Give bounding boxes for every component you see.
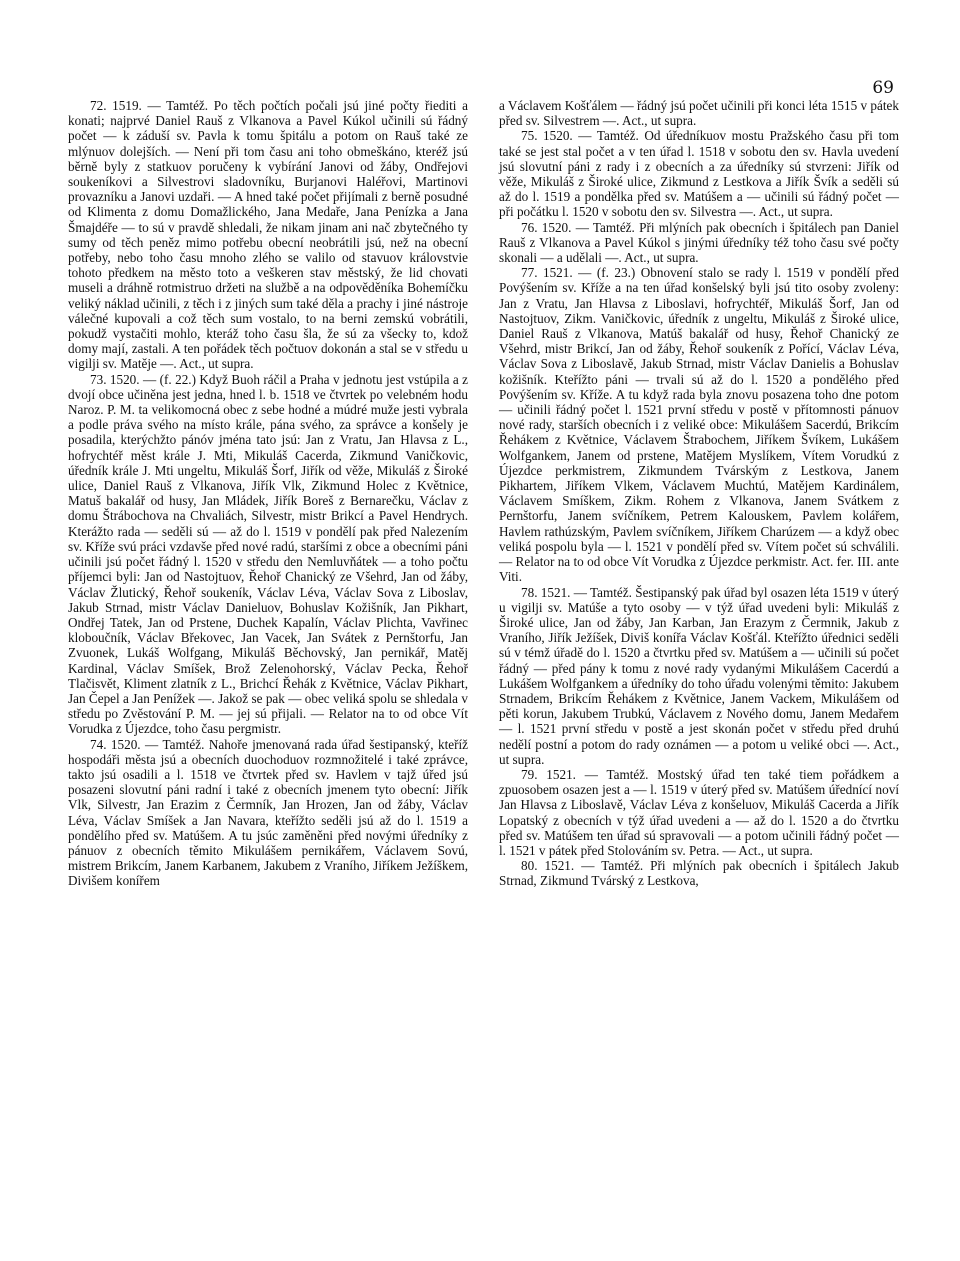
entry-72: 72. 1519. — Tamtéž. Po těch počtích počali jsú jiné počty řiediti a konati; najprvé Daniel Rauš z Vlkanova a Pavel Kúkol učinili sú řádný počet — k záduší sv. Pavla k tomu špitálu a potom on Rauš také ze mlýnuov dolejších. — Není při tom času ani toho obmeškáno, kteréž jsú běrně byly z statkuov poručeny k vybírání Janovi od žáby, Ondřejovi soukeníkovi a Silvestrovi sladovníku, Burjanovi Haléřovi, Martinovi provazníku a Janovi uzdaři. — A hned také počet přijímali z berně posudné od Klimenta z domu Domažlického, Jana Medaře, Jana Penízka a Jana Šmajdéře — to sú v pravdě shledali, že nikam jinam ani nač zbytečného ty sumy od těch peněz mimo potřebu obecní neobrátili jsú, než na obecní potřeby, nebo toho času mnoho zlého se valilo od stavuov královstvie tohoto předkem na město toto a veškeren stav městský, že lid chovati museli a dráhně rotmistruo držeti na službě a na odpověděníka Bohemíčku veliký náklad učinili, z těch i z jiných sum také děla a prachy i jiné nástroje válečné kupovali a což těch sum vostalo, to na berni zemskú vobrátili, pokudž vystačiti mohlo, kteráž toho času šla, že sú za všecky to, kdož domy mají, zastali. A ten pořádek těch počtuov dokonán a stal se v středu u vigilji sv. Matěje —. Act., ut supra. [68,98,468,372]
entry-74: 74. 1520. — Tamtéž. Nahoře jmenovaná rada úřad šestipanský, kteříž hospodáři města jsú a obecních duochoduov rozmnožitelé i také zprávce, takto jsú osadili a l. 1518 ve čtvrtek před sv. Havlem v tajž úřed jsú posazeni slovutní páni radní i také z obecních jmenem tyto obecní: Jiřík Vlk, Silvestr, Jan Erazim z Čermník, Jan Hrozen, Jan od žáby, Václav Léva, Václav Smíšek a Jan Navara, kteřížto seděli jsú až do l. 1519 a pondělího před sv. Matúšem. A tu jsúc zaměněni před novými úředníky z pánuov z obecních těmito Mikulášem pernikářem, Václavem Sovú, mistrem Brikcím, Janem Karbanem, Jakubem z Vraního, Jiříkem Ježíškem, Divišem konířem [68,736,468,889]
entry-79: 79. 1521. — Tamtéž. Mostský úřad ten také tiem pořádkem a zpuosobem osazen jest a — l. 1519 v úterý před sv. Matúšem úřednící noví Jan Hlavsa z Liboslavě, Václav Léva z konšeluov, Mikuláš Cacerda a Jiřík Lopatský z obecních v týž úřad uvedeni a — až do l. 1520 a do čtvrtku před sv. Matúšem ten úřad sú spravovali — a potom učinili řádný počet — l. 1521 v pátek před Stolováním sv. Petra. — Act., ut supra. [499,766,899,858]
entry-80: 80. 1521. — Tamtéž. Při mlýních pak obecních i špitálech Jakub Strnad, Zikmund Tvárský z Lestkova, [499,858,899,889]
entry-74-continuation: a Václavem Košťálem — řádný jsú počet učinili při konci léta 1515 v pátek před sv. Silvestrem —. Act., ut supra. [499,98,899,129]
page-number: 69 [872,78,894,98]
entry-77: 77. 1521. — (f. 23.) Obnovení stalo se rady l. 1519 v pondělí před Povýšením sv. Kříže a na ten úřad konšelský byli jsú tito osoby zvoleny: Jan z Vratu, Jan Hlavsa z Liboslavi, hofrychtéř, Mikuláš Šorf, Jan od Nastojtuov, Zikm. Vaničkovic, úředník z ungeltu, Mikuláš z Široké ulice, Daniel Rauš z Vlkanova, Matúš bakalář od husy, Řehoř Chanický ze Všehrd, mistr Brikcí, Jan od žáby, Řehoř soukeník z Pořící, Václav Léva, Václav Sova z Liboslavě, Jakub Strnad, mistr Václav Danielis a Bohuslav kožišník. Kteřížto páni — trvali sú až do l. 1520 a pondělého před Povýšením sv. Kříže. A tu když rada byla znovu posazena toho dne potom — učinili řádný počet l. 1521 první středu v postě v přítomnosti pánuov nové rady, starších obecních i z veliké obce: Mikulášem Sacerdú, Brikcím Řehákem z Květnice, Václavem Štrabochem, Jiříkem Švíkem, Lukášem Wolfgankem, Janem od prstene, Matějem Myslíkem, Vítem Vorudkú z Újezdce perkmistrem, Zikmundem Tvárským z Lestkova, Janem Pikhartem, Jiříkem Vlkem, Václavem Muchtú, Matějem Kardinálem, Václavem Smíškem, Zikm. Rohem z Vlkanova, Janem Svátkem z Pernštorfu, Janem svíčníkem, Petrem Kalouskem, Pavlem kolářem, Havlem rathúzským, Pavlem svíčníkem, Jiříkem Charúzem — a když obec veliká pospolu byla — l. 1521 v pondělí před sv. Vítem počet sú schválili. — Relator na to od obce Vít Vorudka z Újezdce perkmistr. Act. fer. III. ante Viti. [499,265,899,585]
entry-78: 78. 1521. — Tamtéž. Šestipanský pak úřad byl osazen léta 1519 v úterý u vigilji sv. Matúše a tyto osoby — v týž úřad uvedeni byli: Mikuláš z Široké ulice, Jan od žáby, Jan Karban, Jan Erazym z Čermnik, Jakub z Vraního, Jiřík Ježíšek, Diviš konířa Václav Košťál. Kteřížto úřednici seděli sú v témž úřadě do l. 1520 a čtvrtku před sv. Matúšem a — učinili sú počet řádný — před pány k tomu z nové rady vydanými Mikulášem Cacerdú a Lukášem Wolfgankem a úředníky do toho úřadu volenými těmito: Jakubem Strnadem, Brikcím Řehákem z Květnice, Janem Vackem, Mikulášem od pěti korun, Jakubem Trubkú, Václavem z Nového domu, Janem Medařem — l. 1521 první středu v postě a jest skonán počet v středu před druhú nedělí postní a potom do rady oznámen — a potom u veliké obci —. Act., ut supra. [499,584,899,767]
left-column [68,98,468,889]
entry-75: 75. 1520. — Tamtéž. Od úředníkuov mostu Pražského času při tom také se jest stal počet a v ten úřad l. 1518 v sobotu den sv. Havla uvedení jsú slovutní páni z rady i z obecních a za úředníky sú stvrzeni: Jiřík od věže, Mikuláš z Široké ulice, Zikmund z Lestkova a Jiřík Švík a seděli sú až do l. 1519 a pondělka před sv. Matúšem a — učinili sú řádný počet — při počátku l. 1520 v sobotu den sv. Silvestra —. Act., ut supra. [499,128,899,220]
entry-76: 76. 1520. — Tamtéž. Při mlýních pak obecních i špitálech pan Daniel Rauš z Vlkanova a Pavel Kúkol s jinými úředníky též toho času své počty skonali — a udělali —. Act., ut supra. [499,219,899,266]
right-column [499,98,899,889]
entry-73: 73. 1520. — (f. 22.) Když Buoh ráčil a Praha v jednotu jest vstúpila a z dvojí obce učiněna jest jedna, hned l. b. 1518 ve čtvrtek po velebném hodu Naroz. P. M. ta velikomocná obec z sebe hodné a múdré muže jesti vybrala a podle práva svého na místo krále, pána svého, za správce a konšely je posadila, kterýchžto pánóv jména tato jsú: Jan z Vratu, Jan Hlavsa z L., hofrychtéř měst krále J. Mti, Mikuláš Cacerda, Zikmund Vaničkovic, úředník krále J. Mti ungeltu, Mikuláš Šorf, Jiřík od věže, Mikuláš z Široké ulice, Daniel Rauš z Vlkanova, Jiřík Vlk, Zikmund Holec z Květnice, Matuš bakalář od husy, Jan Mládek, Jiřík Boreš z Bernarečku, Václav z domu Štrábochova na Chvaliách, Silvestr, mistr Brikcí a Pavel Hendrych. Kterážto rada — seděli sú — až do l. 1519 v pondělí pak před Nalezením sv. Kříže svú práci vzdavše před nové radú, staršími z obce a obecními páni učinili jsú počet řádný l. 1520 v středu den Nemluvňátek — a toho počtu příjemci byli: Jan od Nastojtuov, Řehoř Chanický ze Všehrd, Jan od žáby, Václav Žlutický, Řehoř soukeník, Václav Léva, Václav Sova z Liboslav, Jakub Strnad, mistr Václav Danieluov, Bohuslav Kožišník, Jan Pikhart, Ondřej Tatek, Jan od Prstene, Duchek Kapalín, Václav Plichta, Vavřinec kloboučník, Václav Břekovec, Jan Vacek, Jan Svátek z Pernštorfu, Jan Zvuonek, Lukáš Wolfgang, Mikuláš Běchovský, Jan pernikář, Matěj Kardinal, Václav Smíšek, Brož Zelenohorský, Václav Pecka, Řehoř Tlačisvět, Kliment zlatník z L., Brichcí Řehák z Květnice, Václav Pikhart, Jan Čepel a Jan Penížek —. Jakož se pak — obec veliká spolu se shledala v středu po Zvěstování P. M. — jej sú přijali. — Relator na to od obce Vít Vorudka z Újezdce, toho času pergmistr. [68,371,468,737]
